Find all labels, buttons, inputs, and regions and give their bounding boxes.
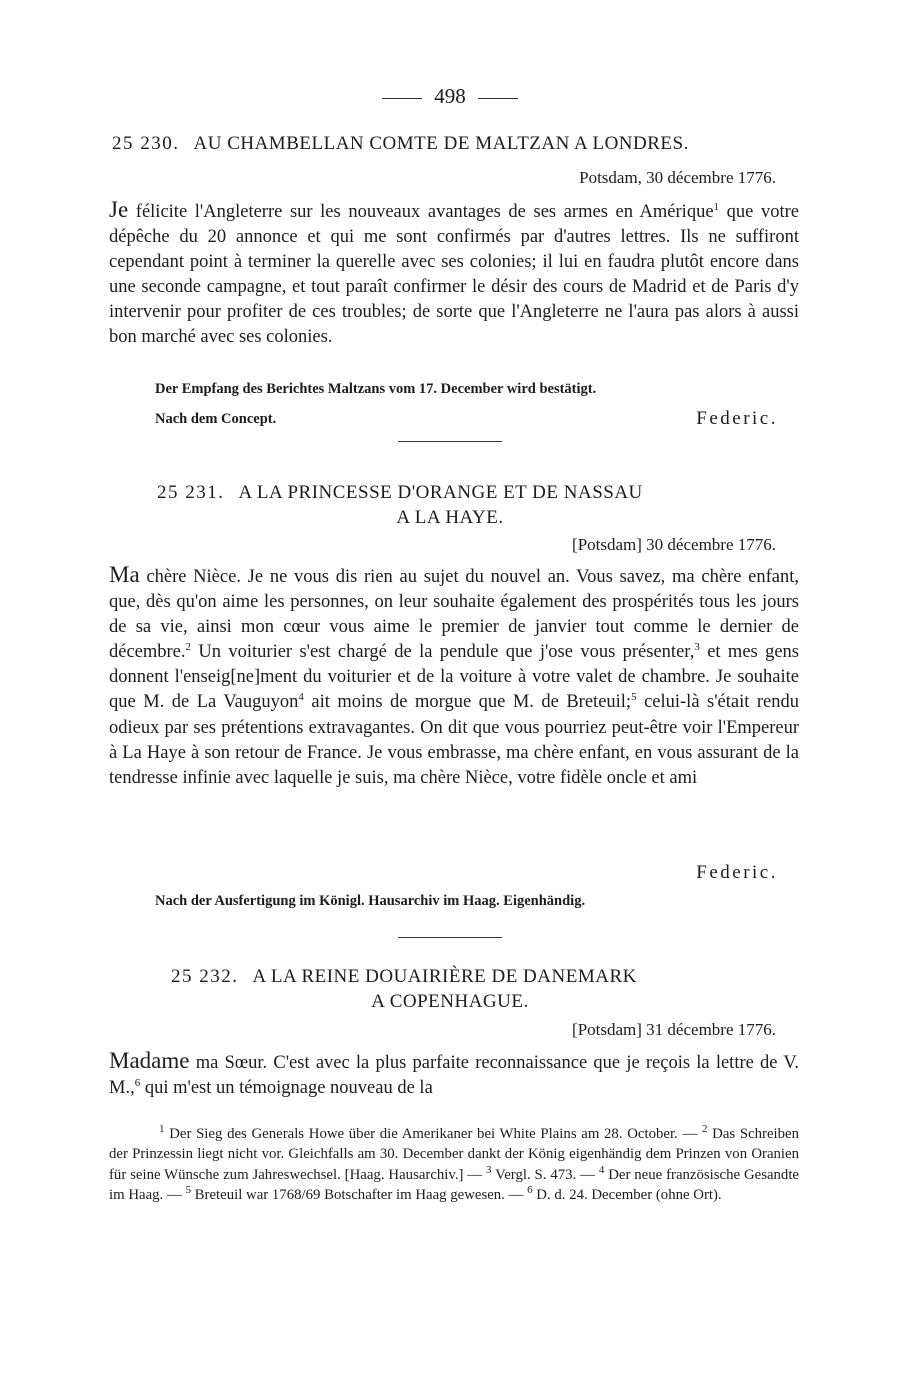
letter-location: A LA HAYE. <box>396 507 504 528</box>
letter-heading-line2 <box>0 991 900 1013</box>
signature-text: Federic. <box>696 408 778 429</box>
letter-signature <box>696 862 778 884</box>
letter-place-date <box>579 168 776 188</box>
body-text: félicite l'Angleterre sur les nouveaux avantages de ses armes en Amérique <box>135 202 714 222</box>
place-date-text: Potsdam, 30 décembre 1776. <box>579 168 776 187</box>
letter-body <box>109 1048 799 1101</box>
letter-body <box>109 562 799 791</box>
footnote-mark: 1 <box>159 1123 165 1136</box>
letter-note <box>155 381 596 398</box>
section-divider <box>398 937 502 938</box>
body-text: et mes gens donnent l'enseig[ne]ment du voiturier et de la voiture à votre valet de chambre. Je souhaite que M. de La Vauguyon <box>109 642 800 713</box>
body-initial-word: Madame <box>109 1048 190 1073</box>
footnote-mark: 4 <box>598 1163 605 1176</box>
footnote-ref: 4 <box>298 691 304 704</box>
letter-location: A COPENHAGUE. <box>371 991 529 1012</box>
body-text: qui m'est un témoignage nouveau de la <box>144 1078 433 1099</box>
letter-addressee: A LA REINE DOUAIRIÈRE DE DANEMARK <box>252 966 637 987</box>
letter-number: 25 232. <box>171 966 239 987</box>
footnote-ref: 5 <box>631 691 637 704</box>
signature-text: Federic. <box>696 862 778 883</box>
letter-heading <box>171 966 637 988</box>
footnote-text: Vergl. S. 473. — <box>495 1166 595 1183</box>
page-number-dash-left <box>382 98 422 99</box>
footnote-text: Der Sieg des Generals Howe über die Amerikaner bei White Plains am 28. October. — <box>169 1126 698 1142</box>
footnote-mark: 2 <box>701 1123 708 1136</box>
letter-heading <box>112 133 689 155</box>
footnote-mark: 3 <box>486 1163 492 1176</box>
page-number-line <box>0 84 900 109</box>
letter-heading-line2 <box>0 507 900 529</box>
body-text: ait moins de morgue que M. de Breteuil; <box>311 692 632 713</box>
footnote-ref: 6 <box>134 1076 141 1089</box>
place-date-text: [Potsdam] 31 décembre 1776. <box>572 1020 776 1039</box>
letter-body <box>109 197 799 351</box>
body-text: Un voiturier s'est chargé de la pendule que j'ose vous présenter, <box>198 642 695 663</box>
footnote-mark: 5 <box>185 1183 191 1196</box>
footnote-text: Das Schreiben der Prinzessin liegt nicht vor. Gleichfalls am 30. December dankt der König eigenhändig dem Prinzen von Oranien für seine Wünsche zum Jahreswechsel. [Haag. Hausarchiv.] — <box>109 1126 800 1183</box>
footnote-text: Der neue französische Gesandte im Haag. — <box>109 1166 799 1203</box>
footnote-text: D. d. 24. December (ohne Ort). <box>536 1186 722 1203</box>
footnote-ref: 3 <box>694 641 700 654</box>
footnotes <box>109 1124 799 1205</box>
letter-addressee: AU CHAMBELLAN COMTE DE MALTZAN A LONDRES. <box>193 133 689 154</box>
section-divider <box>398 441 502 442</box>
letter-signature <box>696 408 778 430</box>
body-text: chère Nièce. Je ne vous dis rien au sujet du nouvel an. Vous savez, ma chère enfant, que, dès qu'on aime les personnes, on leur souhaite également des prospérités tous les jours de sa vie, ainsi mon cœur vous aime le premier de janvier tout comme le dernier de décembre. <box>109 567 799 663</box>
letter-number: 25 230. <box>112 133 180 154</box>
source-text: Nach der Ausfertigung im Königl. Hausarchiv im Haag. Eigenhändig. <box>155 893 586 909</box>
letter-source <box>155 411 276 428</box>
letter-addressee: A LA PRINCESSE D'ORANGE ET DE NASSAU <box>238 482 643 503</box>
body-initial-word: Ma <box>109 562 140 587</box>
footnote-ref: 2 <box>185 641 192 654</box>
footnote-mark: 6 <box>527 1183 533 1196</box>
letter-source <box>155 893 585 910</box>
letter-place-date <box>572 1020 776 1040</box>
letter-place-date <box>572 535 776 555</box>
footnote-ref: 1 <box>713 200 720 213</box>
page-number-dash-right <box>478 98 518 99</box>
body-text: celui-là s'était rendu odieux par ses prétentions extravagantes. On dit que vous pourriez peut-être voir l'Empereur à La Haye à son retour de France. Je vous embrasse, ma chère enfant, en vous assurant de la tendresse infinie avec laquelle je suis, ma chère Nièce, votre fidèle oncle et ami <box>109 692 799 788</box>
body-initial-word: Je <box>109 197 129 222</box>
place-date-text: [Potsdam] 30 décembre 1776. <box>572 535 776 554</box>
source-text: Nach dem Concept. <box>155 411 277 427</box>
footnote-text: Breteuil war 1768/69 Botschafter im Haag gewesen. — <box>194 1186 524 1203</box>
body-text: que votre dépêche du 20 annonce et qui me sont confirmés par d'autres lettres. Ils ne suffiront cependant point à terminer la querelle avec ses colonies; il lui en faudra plutôt encore dans une seconde campagne, et tout paraît confirmer le désir des cours de Madrid et de Paris d'y intervenir pour profiter de ces troubles; de sorte que l'Angleterre ne l'aura pas alors à aussi bon marché avec ses colonies. <box>109 202 800 348</box>
body-text: ma Sœur. C'est avec la plus parfaite reconnaissance que je reçois la lettre de V. M., <box>109 1053 799 1099</box>
letter-heading <box>157 482 643 504</box>
page-number: 498 <box>434 84 466 108</box>
letter-number: 25 231. <box>157 482 225 503</box>
note-text: Der Empfang des Berichtes Maltzans vom 17. December wird bestätigt. <box>155 381 597 397</box>
